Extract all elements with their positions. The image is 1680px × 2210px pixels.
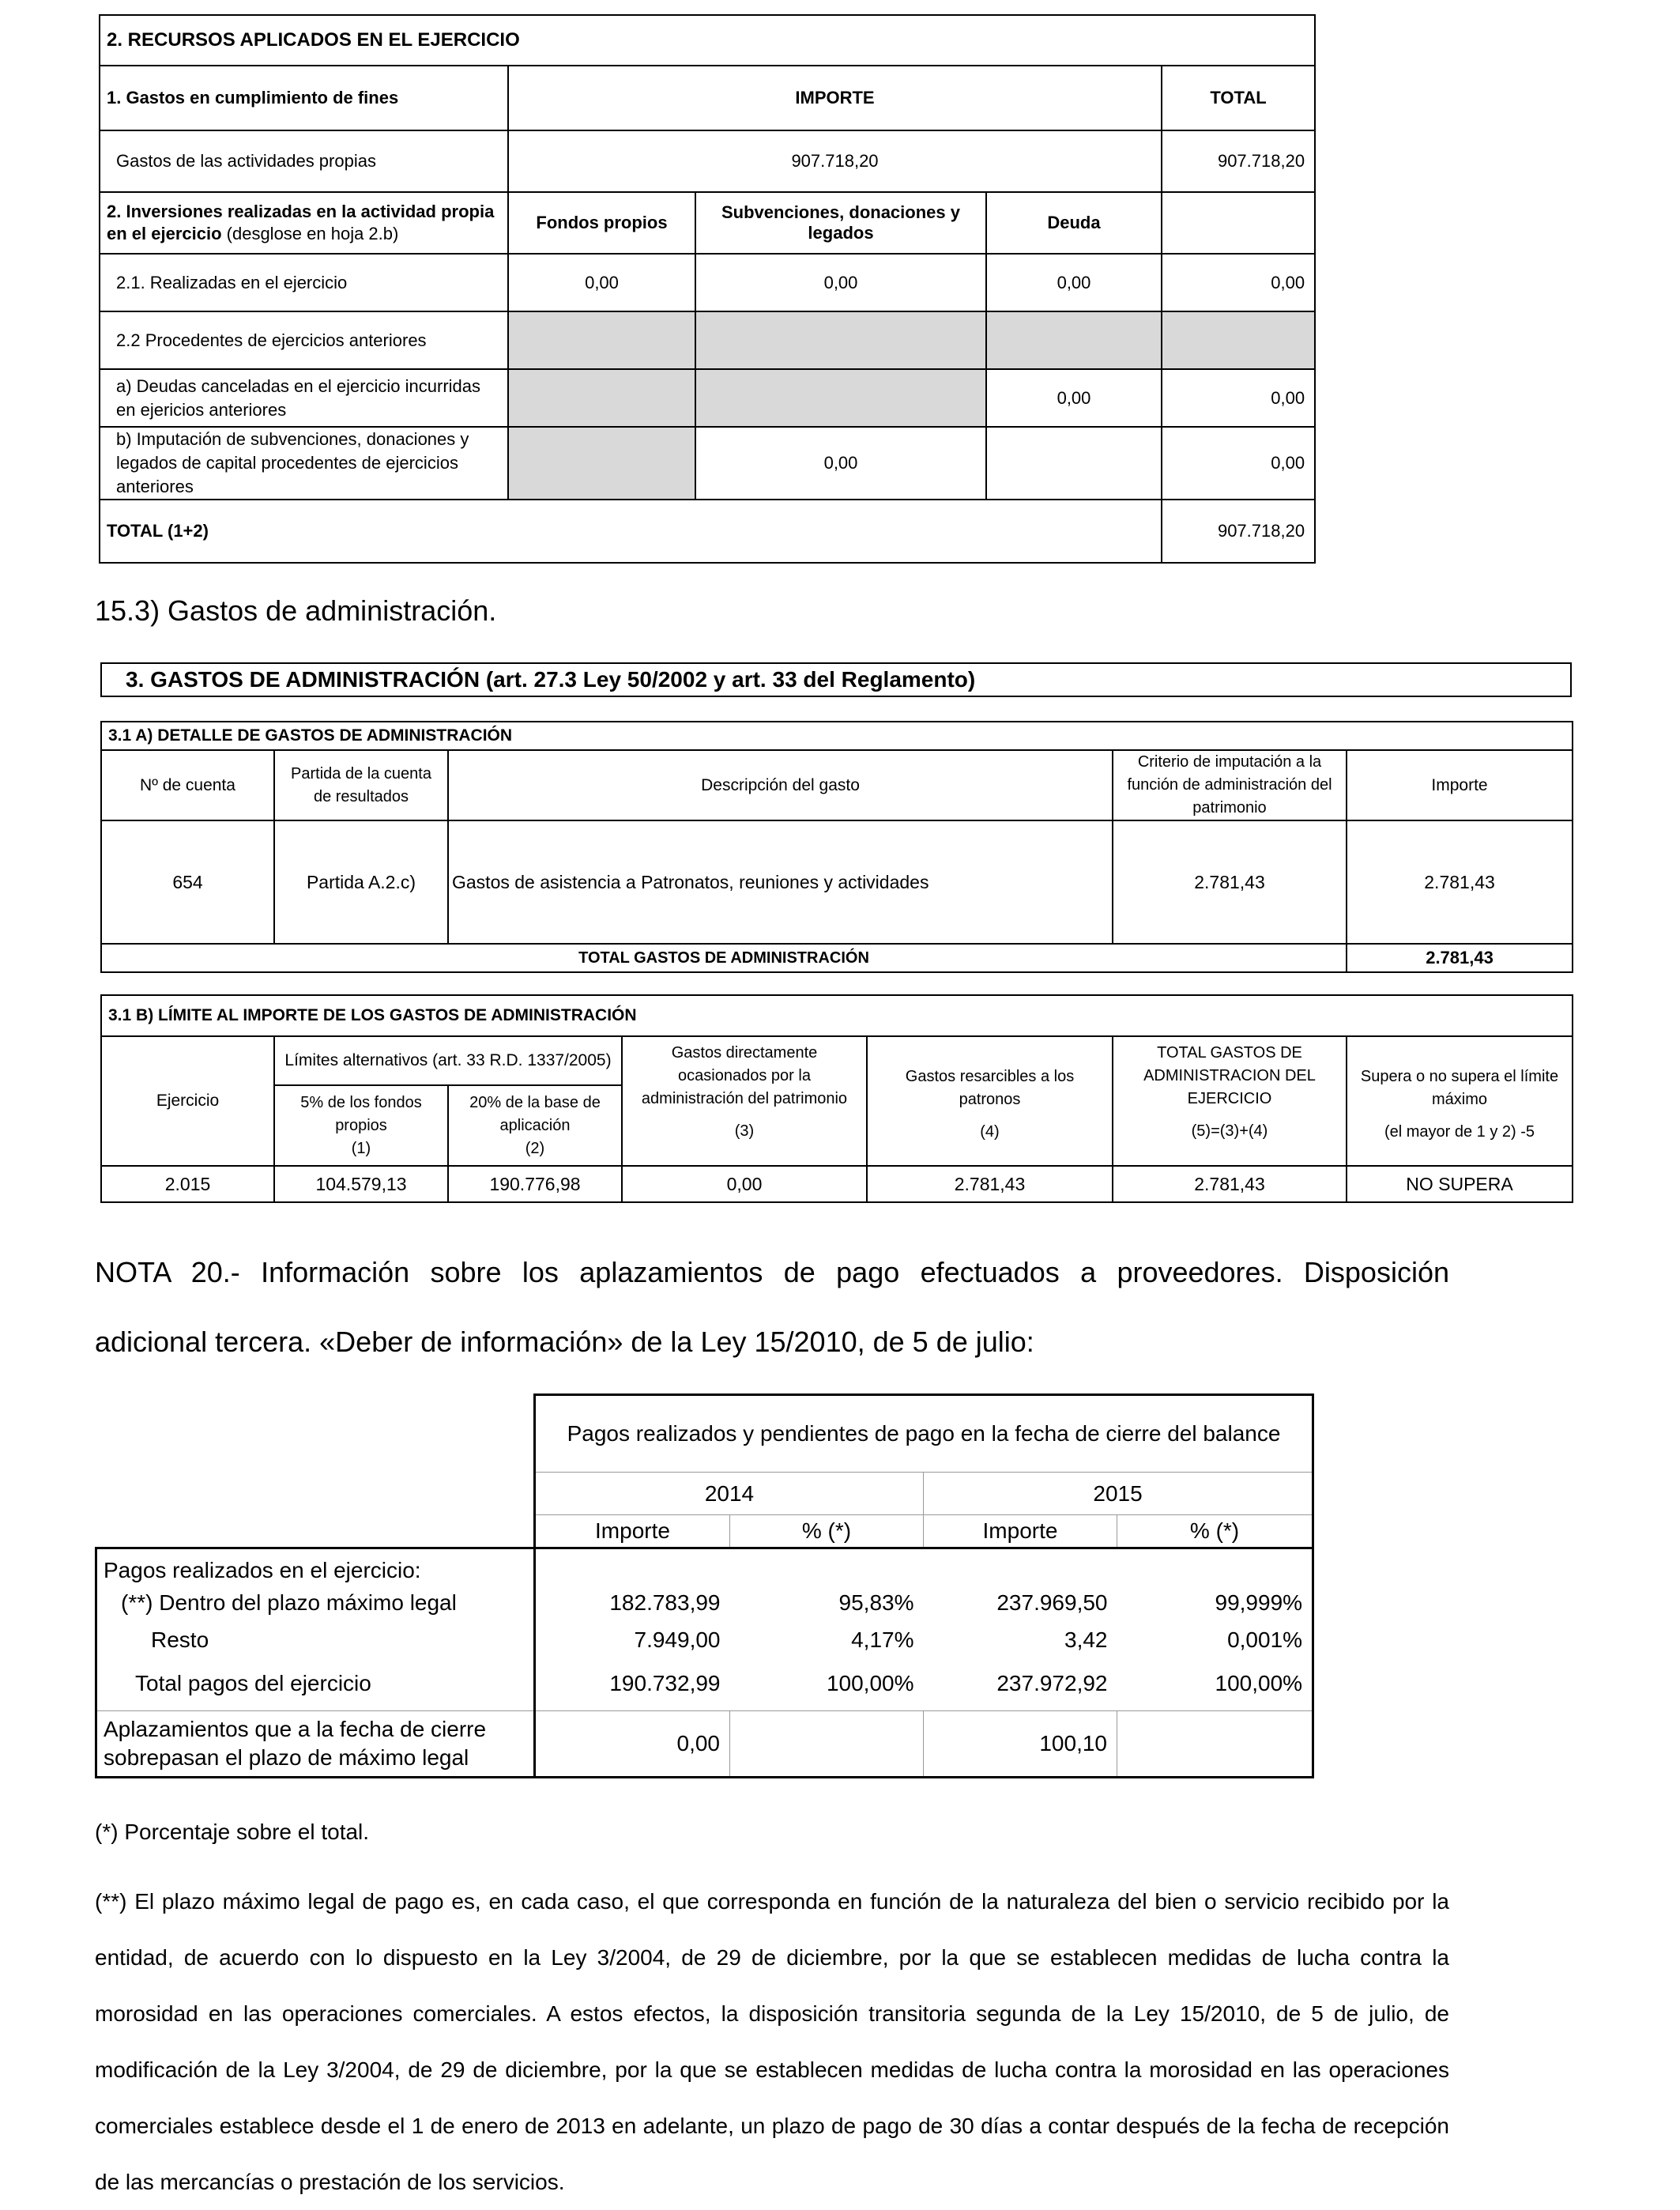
col-resarcibles: Gastos resarcibles a los patronos (4) xyxy=(867,1036,1113,1166)
row-5pct: 104.579,13 xyxy=(274,1166,448,1202)
deudas-deuda: 0,00 xyxy=(986,369,1162,427)
empty-cell xyxy=(1162,192,1315,254)
realizadas-deuda: 0,00 xyxy=(986,254,1162,311)
col-descripcion: Descripción del gasto xyxy=(448,750,1113,820)
recursos-aplicados-table xyxy=(99,14,1316,564)
importe-header: IMPORTE xyxy=(508,66,1162,130)
realizadas-fondos: 0,00 xyxy=(508,254,695,311)
row-criterio: 2.781,43 xyxy=(1113,820,1347,944)
total-2014-importe: 190.732,99 xyxy=(535,1658,730,1711)
note-porcentaje: (*) Porcentaje sobre el total. xyxy=(95,1820,370,1844)
empty-cell xyxy=(1117,1711,1313,1778)
total-gastos-label: TOTAL GASTOS DE ADMINISTRACIÓN xyxy=(101,944,1347,972)
aplaz-2015: 100,10 xyxy=(924,1711,1117,1778)
dentro-2015-importe: 237.969,50 xyxy=(996,1590,1108,1615)
col-total: TOTAL GASTOS DE ADMINISTRACION DEL EJERCICIO (5)=(3)+(4) xyxy=(1113,1036,1347,1166)
gray-cell xyxy=(508,427,695,500)
col-directos: Gastos directamente ocasionados por la administración del patrimonio (3) xyxy=(622,1036,867,1166)
realizadas-label: 2.1. Realizadas en el ejercicio xyxy=(100,254,508,311)
empty-cell xyxy=(96,1395,535,1473)
heading-gastos-administracion: 15.3) Gastos de administración. xyxy=(95,594,497,627)
row-supera: NO SUPERA xyxy=(1347,1166,1573,1202)
col-supera: Supera o no supera el límite máximo (el mayor de 1 y 2) -5 xyxy=(1347,1036,1573,1166)
dentro-2014-importe: 182.783,99 xyxy=(535,1583,730,1623)
row-20pct: 190.776,98 xyxy=(448,1166,622,1202)
deudas-label: a) Deudas canceladas en el ejercicio incurridas en ejericios anteriores xyxy=(100,369,508,427)
pagos-label: Pagos realizados en el ejercicio: xyxy=(96,1548,535,1583)
inversiones-label: 2. Inversiones realizadas en la actividad propia en el ejercicio (desglose en hoja 2.b) xyxy=(100,192,508,254)
total-2014-pct: 100,00% xyxy=(730,1658,924,1711)
gray-cell xyxy=(508,369,695,427)
total-gastos-value: 2.781,43 xyxy=(1347,944,1573,972)
imputacion-label: b) Imputación de subvenciones, donaciones y legados de capital procedentes de ejercicios anteriores xyxy=(100,427,508,500)
col-5pct: 5% de los fondos propios (1) xyxy=(274,1085,448,1166)
row-ejercicio: 2.015 xyxy=(101,1166,274,1202)
total-2015-importe: 237.972,92 xyxy=(924,1658,1117,1711)
pct-2015: % (*) xyxy=(1117,1515,1313,1548)
resto-2015-pct: 0,001% xyxy=(1117,1623,1313,1658)
detalle-gastos-table xyxy=(100,721,1573,973)
row-cuenta: 654 xyxy=(101,820,274,944)
fines-label: 1. Gastos en cumplimiento de fines xyxy=(100,66,508,130)
deudas-total: 0,00 xyxy=(1162,369,1315,427)
col-criterio: Criterio de imputación a la función de administración del patrimonio xyxy=(1113,750,1347,820)
gray-cell xyxy=(986,311,1162,369)
aplaz-2014: 0,00 xyxy=(535,1711,730,1778)
section-title: 2. RECURSOS APLICADOS EN EL EJERCICIO xyxy=(100,15,1315,66)
pct-2014: % (*) xyxy=(730,1515,924,1548)
year-2015: 2015 xyxy=(924,1473,1313,1515)
realizadas-subvenciones: 0,00 xyxy=(695,254,986,311)
resto-2014-pct: 4,17% xyxy=(851,1627,914,1652)
nota20-line1: NOTA 20.- Información sobre los aplazamientos de pago efectuados a proveedores. Disposición xyxy=(95,1256,1449,1288)
actividades-total: 907.718,20 xyxy=(1162,130,1315,192)
aplazamientos-table xyxy=(95,1394,1314,1778)
dentro-2015-pct: 99,999% xyxy=(1117,1583,1313,1623)
empty-cell xyxy=(96,1515,535,1548)
resto-label: Resto xyxy=(96,1623,535,1658)
empty-cell xyxy=(730,1711,924,1778)
col-20pct: 20% de la base de aplicación (2) xyxy=(448,1085,622,1166)
year-2014: 2014 xyxy=(535,1473,924,1515)
subvenciones-header: Subvenciones, donaciones y legados xyxy=(695,192,986,254)
total-header: TOTAL xyxy=(1162,66,1315,130)
limite-title: 3.1 B) LÍMITE AL IMPORTE DE LOS GASTOS DE ADMINISTRACIÓN xyxy=(101,995,1573,1036)
imputacion-total: 0,00 xyxy=(1162,427,1315,500)
note-plazo-maximo: (**) El plazo máximo legal de pago es, en cada caso, el que corresponda en función de la naturaleza del bien o servicio recibido por la entidad, de acuerdo con lo dispuesto en la Ley 3/2004, de 29 de diciembre, por la que se establecen medidas de lucha contra la morosidad en las operaciones comerciales. A estos efectos, la disposición transitoria segunda de la Ley 15/2010, de 5 de julio, de modificación de la Ley 3/2004, de 29 de diciembre, por la que se establecen medidas de lucha contra la morosidad en las operaciones comerciales establece desde el 1 de enero de 2013 en adelante, un plazo de pago de 30 días a contar después de la fecha de recepción de las mercancías o prestación de los servicios. xyxy=(95,1889,1449,2194)
importe-2015: Importe xyxy=(924,1515,1117,1548)
importe-2014: Importe xyxy=(535,1515,730,1548)
gastos-administracion-title: 3. GASTOS DE ADMINISTRACIÓN (art. 27.3 Ley 50/2002 y art. 33 del Reglamento) xyxy=(100,662,1572,697)
limite-gastos-table xyxy=(100,994,1573,1203)
actividades-importe: 907.718,20 xyxy=(508,130,1162,192)
gray-cell xyxy=(695,369,986,427)
resto-2015-importe: 3,42 xyxy=(1064,1627,1108,1652)
dentro-label: (**) Dentro del plazo máximo legal xyxy=(96,1583,535,1623)
gray-cell xyxy=(695,311,986,369)
row-descripcion: Gastos de asistencia a Patronatos, reuniones y actividades xyxy=(448,820,1113,944)
realizadas-total: 0,00 xyxy=(1162,254,1315,311)
fondos-header: Fondos propios xyxy=(508,192,695,254)
row-partida: Partida A.2.c) xyxy=(274,820,448,944)
total-12-label: TOTAL (1+2) xyxy=(100,500,1162,563)
gray-cell xyxy=(508,311,695,369)
deuda-header: Deuda xyxy=(986,192,1162,254)
detalle-title: 3.1 A) DETALLE DE GASTOS DE ADMINISTRACIÓN xyxy=(101,722,1573,750)
nota20-line2: adicional tercera. «Deber de información» de la Ley 15/2010, de 5 de julio: xyxy=(95,1326,1034,1358)
actividades-label: Gastos de las actividades propias xyxy=(100,130,508,192)
procedentes-label: 2.2 Procedentes de ejercicios anteriores xyxy=(100,311,508,369)
col-cuenta: Nº de cuenta xyxy=(101,750,274,820)
col-ejercicio: Ejercicio xyxy=(101,1036,274,1166)
row-total: 2.781,43 xyxy=(1113,1166,1347,1202)
empty-cell xyxy=(96,1473,535,1515)
gray-cell xyxy=(1162,311,1315,369)
pagos-header: Pagos realizados y pendientes de pago en la fecha de cierre del balance xyxy=(535,1395,1313,1473)
row-resarcibles: 2.781,43 xyxy=(867,1166,1113,1202)
resto-2014-importe: 7.949,00 xyxy=(535,1623,730,1658)
empty-cell xyxy=(986,427,1162,500)
row-importe: 2.781,43 xyxy=(1347,820,1573,944)
col-importe: Importe xyxy=(1347,750,1573,820)
row-directos: 0,00 xyxy=(622,1166,867,1202)
imputacion-subvenciones: 0,00 xyxy=(695,427,986,500)
total-2015-pct: 100,00% xyxy=(1117,1658,1313,1711)
col-limites: Límites alternativos (art. 33 R.D. 1337/2005) xyxy=(274,1036,622,1085)
aplazamientos-label: Aplazamientos que a la fecha de cierre sobrepasan el plazo de máximo legal xyxy=(96,1711,535,1778)
dentro-2014-pct: 95,83% xyxy=(838,1590,914,1615)
total-12-value: 907.718,20 xyxy=(1162,500,1315,563)
total-pagos-label: Total pagos del ejercicio xyxy=(96,1658,535,1711)
col-partida: Partida de la cuenta de resultados xyxy=(274,750,448,820)
